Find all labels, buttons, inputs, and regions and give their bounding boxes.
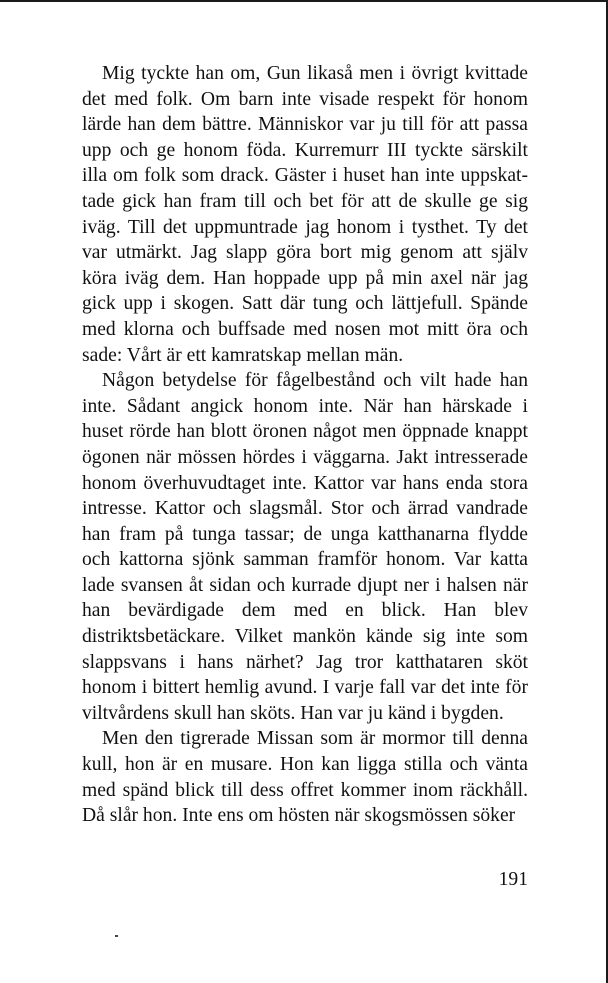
body-text: [82, 61, 528, 829]
page-number: 191: [498, 869, 528, 890]
paragraph: Men den tigrerade Missan som är mormor till denna kull, hon är en musare. Hon kan ligga stilla och vänta med spänd blick till dess offret kommer inom räckhåll. Då slår hon. Inte ens om hösten när skogsmössen söker: [82, 728, 528, 827]
scan-speck: [115, 935, 118, 937]
top-edge-rule: [0, 0, 608, 2]
paragraph: Någon betydelse för fågelbestånd och vilt hade han inte. Sådant angick honom inte. När han härskade i huset rörde han blott öronen något men öppnade knappt ögonen när mössen hördes i väggarna. Jakt intresserade honom överhuvudtaget inte. Kattor var hans enda stora intresse. Kattor och slagsmål. Stor och ärrad vandrade han fram på tunga tassar; de unga katthanarna flydde och kattorna sjönk samman framför honom. Var katta lade svansen åt sidan och kurrade djupt ner i halsen när han bevärdigade dem med en blick. Han blev distriktsbetäckare. Vilket mankön kände sig inte som slappsvans i hans närhet? Jag tror katthataren sköt honom i bittert hemlig avund. I varje fall var det inte för viltvårdens skull han sköts. Han var ju känd i bygden.: [82, 370, 528, 724]
paragraph: Mig tyckte han om, Gun likaså men i övrigt kvittade det med folk. Om barn inte visade respekt för honom lärde han dem bättre. Människor var ju till för att passa upp och ge honom föda. Kurremurr III tyckte särskilt illa om folk som drack. Gäster i huset han inte uppskattade gick han fram till och bet för att de skulle ge sig iväg. Till det uppmuntrade jag honom i tysthet. Ty det var utmärkt. Jag slapp göra bort mig genom att själv köra iväg dem. Han hoppade upp på min axel när jag gick upp i skogen. Satt där tung och lättjefull. Spände med klorna och buffsade med nosen mot mitt öra och sade: Vårt är ett kamratskap mellan män.: [82, 63, 528, 366]
